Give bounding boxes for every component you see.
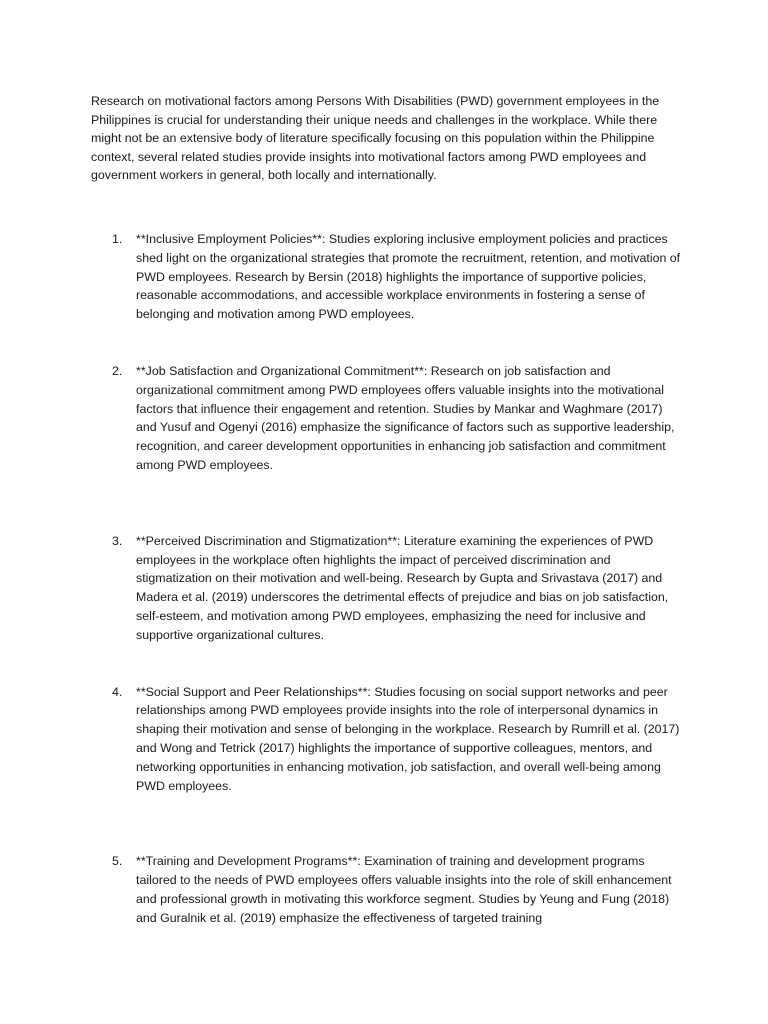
list-item <box>91 362 681 475</box>
list-item-number: 4. <box>112 684 123 699</box>
list-item-number: 1. <box>112 231 123 246</box>
list-item-text: **Job Satisfaction and Organizational Commitment**: Research on job satisfaction and organizational commitment among PWD employees offers valuable insights into the motivational factors that influence their engagement and retention. Studies by Mankar and Waghmare (2017) and Yusuf and Ogenyi (2016) emphasize the significance of factors such as supportive leadership, recognition, and career development opportunities in enhancing job satisfaction and commitment among PWD employees. <box>136 363 675 472</box>
list-item-text: **Perceived Discrimination and Stigmatization**: Literature examining the experiences of PWD employees in the workplace often highlights the impact of perceived discrimination and stigmatization on their motivation and well-being. Research by Gupta and Srivastava (2017) and Madera et al. (2019) underscores the detrimental effects of prejudice and bias on job satisfaction, self-esteem, and motivation among PWD employees, emphasizing the need for inclusive and supportive organizational cultures. <box>136 533 669 642</box>
intro-paragraph: Research on motivational factors among Persons With Disabilities (PWD) government employees in the Philippines is crucial for understanding their unique needs and challenges in the workplace. While there might not be an extensive body of literature specifically focusing on this population within the Philippine context, several related studies provide insights into motivational factors among PWD employees and government workers in general, both locally and internationally. <box>91 94 660 183</box>
list-item-number: 3. <box>112 533 123 548</box>
list-item-number: 2. <box>112 363 123 378</box>
list-item <box>91 532 681 645</box>
list-item <box>91 852 681 927</box>
list-item-text: **Social Support and Peer Relationships**: Studies focusing on social support networks and peer relationships among PWD employees provide insights into the role of interpersonal dynamics in shaping their motivation and sense of belonging in the workplace. Research by Rumrill et al. (2017) and Wong and Tetrick (2017) highlights the importance of supportive colleagues, mentors, and networking opportunities in enhancing motivation, job satisfaction, and overall well-being among PWD employees. <box>136 684 680 793</box>
list-item-text: **Training and Development Programs**: Examination of training and development programs tailored to the needs of PWD employees offers valuable insights into the role of skill enhancement and professional growth in motivating this workforce segment. Studies by Yeung and Fung (2018) and Guralnik et al. (2019) emphasize the effectiveness of targeted training <box>136 854 672 925</box>
list-item <box>91 230 681 324</box>
list-item-number: 5. <box>112 854 123 869</box>
document-body <box>91 92 681 927</box>
numbered-list <box>91 230 681 928</box>
list-item-text: **Inclusive Employment Policies**: Studies exploring inclusive employment policies and practices shed light on the organizational strategies that promote the recruitment, retention, and motivation of PWD employees. Research by Bersin (2018) highlights the importance of supportive policies, reasonable accommodations, and accessible workplace environments in fostering a sense of belonging and motivation among PWD employees. <box>136 231 681 322</box>
list-item <box>91 683 681 796</box>
